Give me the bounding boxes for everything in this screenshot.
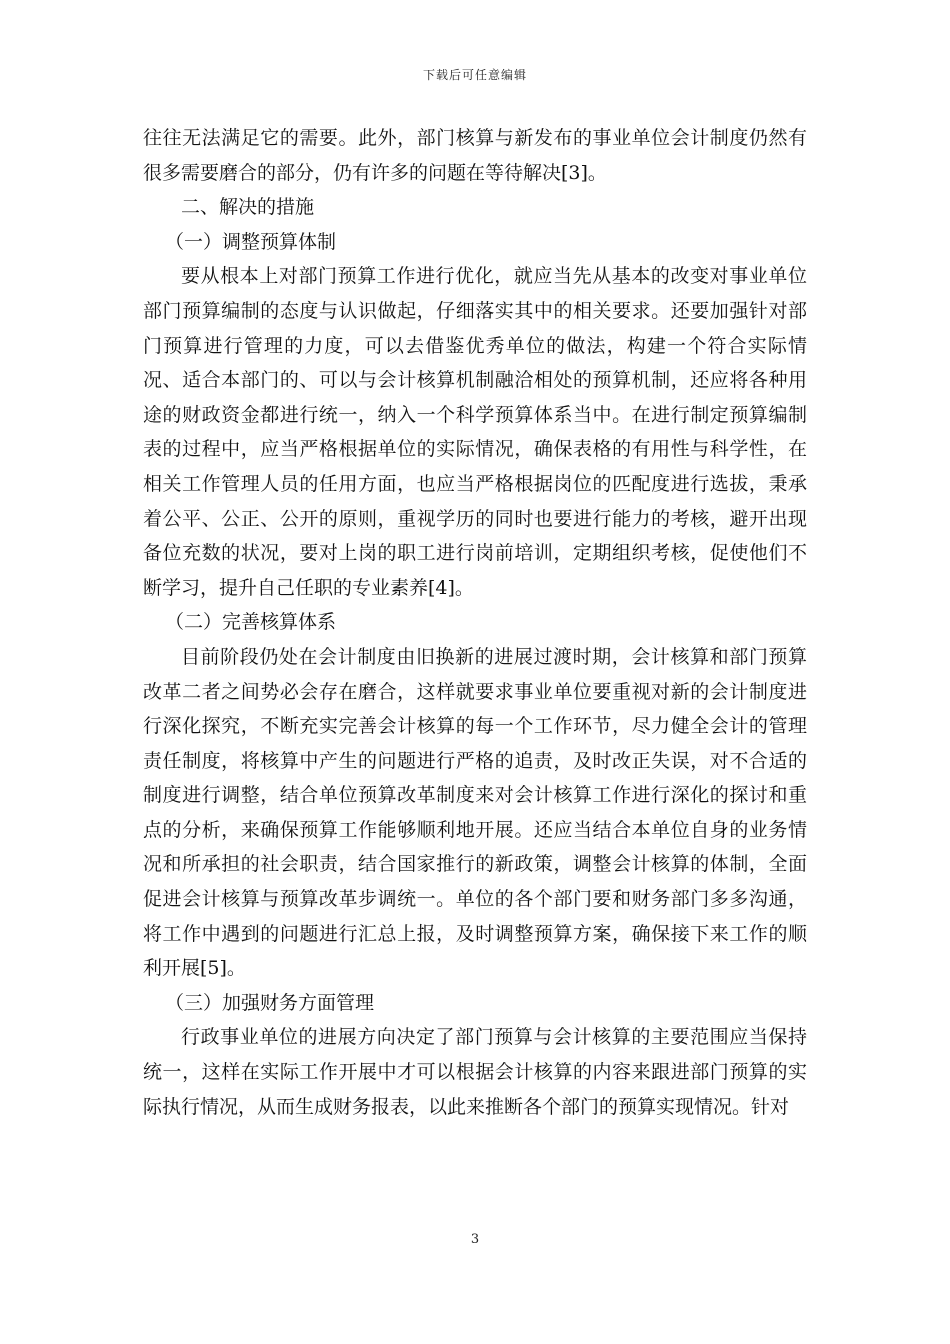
subsection-heading: （二）完善核算体系 [165, 611, 337, 634]
paragraph-continuation: 往往无法满足它的需要。此外，部门核算与新发布的事业单位会计制度仍然有很多需要磨合的部分，仍有许多的问题在等待解决[3]。 [143, 127, 807, 184]
body-paragraph: 目前阶段仍处在会计制度由旧换新的进展过渡时期，会计核算和部门预算改革二者之间势必会存在磨合，这样就要求事业单位要重视对新的会计制度进行深化探究，不断充实完善会计核算的每一个工作环节，尽力健全会计的管理责任制度，将核算中产生的问题进行严格的追责，及时改正失误，对不合适的制度进行调整，结合单位预算改革制度来对会计核算工作进行深化的探讨和重点的分析，来确保预算工作能够顺利地开展。还应当结合本单位自身的业务情况和所承担的社会职责，结合国家推行的新政策，调整会计核算的体制，全面促进会计核算与预算改革步调统一。单位的各个部门要和财务部门多多沟通，将工作中遇到的问题进行汇总上报，及时调整预算方案，确保接下来工作的顺利开展[5]。 [143, 645, 807, 980]
body-paragraph: 行政事业单位的进展方向决定了部门预算与会计核算的主要范围应当保持统一，这样在实际工作开展中才可以根据会计核算的内容来跟进部门预算的实际执行情况，从而生成财务报表，以此来推断各个部门的预算实现情况。针对 [143, 1026, 807, 1118]
subsection-heading: （三）加强财务方面管理 [165, 991, 375, 1014]
section-heading: 二、解决的措施 [181, 196, 315, 219]
page-header: 下载后可任意编辑 [422, 68, 527, 82]
page-body [143, 121, 807, 1124]
body-paragraph: 要从根本上对部门预算工作进行优化，就应当先从基本的改变对事业单位部门预算编制的态度与认识做起，仔细落实其中的相关要求。还要加强针对部门预算进行管理的力度，可以去借鉴优秀单位的做法，构建一个符合实际情况、适合本部门的、可以与会计核算机制融洽相处的预算机制，还应将各种用途的财政资金都进行统一，纳入一个科学预算体系当中。在进行制定预算编制表的过程中，应当严格根据单位的实际情况，确保表格的有用性与科学性，在相关工作管理人员的任用方面，也应当严格根据岗位的匹配度进行选拔，秉承着公平、公正、公开的原则，重视学历的同时也要进行能力的考核，避开出现备位充数的状况，要对上岗的职工进行岗前培训，定期组织考核，促使他们不断学习，提升自己任职的专业素养[4]。 [143, 265, 807, 599]
subsection-heading: （一）调整预算体制 [165, 230, 337, 253]
page-number: 3 [470, 1232, 480, 1247]
